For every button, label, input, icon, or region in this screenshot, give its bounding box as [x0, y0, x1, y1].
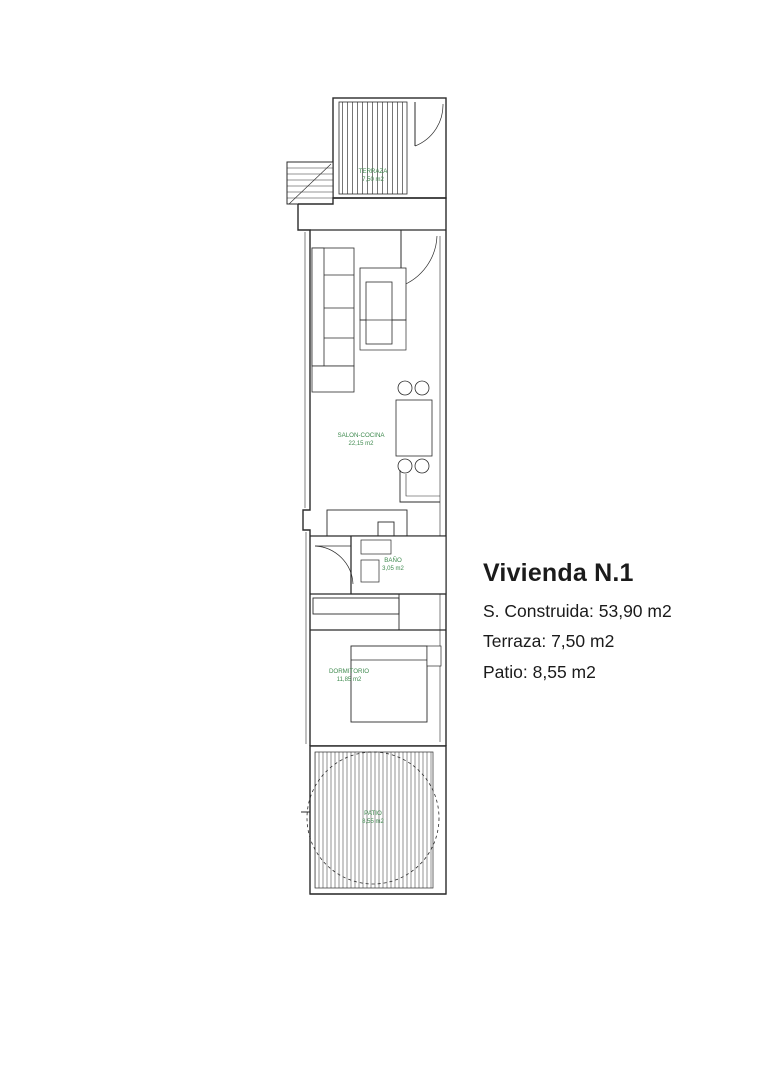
- room-label-dormitorio-area: 11,85 m2: [336, 677, 362, 683]
- dormitorio-area: [310, 646, 446, 746]
- floorplan-drawing: [265, 70, 485, 900]
- room-label-terraza-area: 7,50 m2: [362, 177, 384, 183]
- salon-cocina-area: [310, 230, 446, 536]
- bano-area: [310, 536, 446, 630]
- room-label-salon-name: SALON-COCINA: [337, 432, 385, 439]
- room-label-salon-area: 22,15 m2: [348, 441, 374, 447]
- room-label-terraza-name: TERRAZA: [358, 168, 388, 175]
- terraza-area: [287, 98, 446, 204]
- room-label-bano-name: BAÑO: [384, 557, 402, 564]
- room-label-bano-area: 3,05 m2: [382, 566, 404, 572]
- info-line-patio: Patio: 8,55 m2: [483, 662, 596, 683]
- room-label-patio-name: PATIO: [364, 810, 382, 817]
- info-line-construida: S. Construida: 53,90 m2: [483, 600, 672, 621]
- room-label-patio-area: 8,55 m2: [362, 819, 384, 825]
- info-line-terraza: Terraza: 7,50 m2: [483, 631, 615, 652]
- info-block: [483, 560, 743, 693]
- room-label-dormitorio-name: DORMITORIO: [328, 668, 370, 675]
- page-title: Vivienda N.1: [483, 559, 634, 587]
